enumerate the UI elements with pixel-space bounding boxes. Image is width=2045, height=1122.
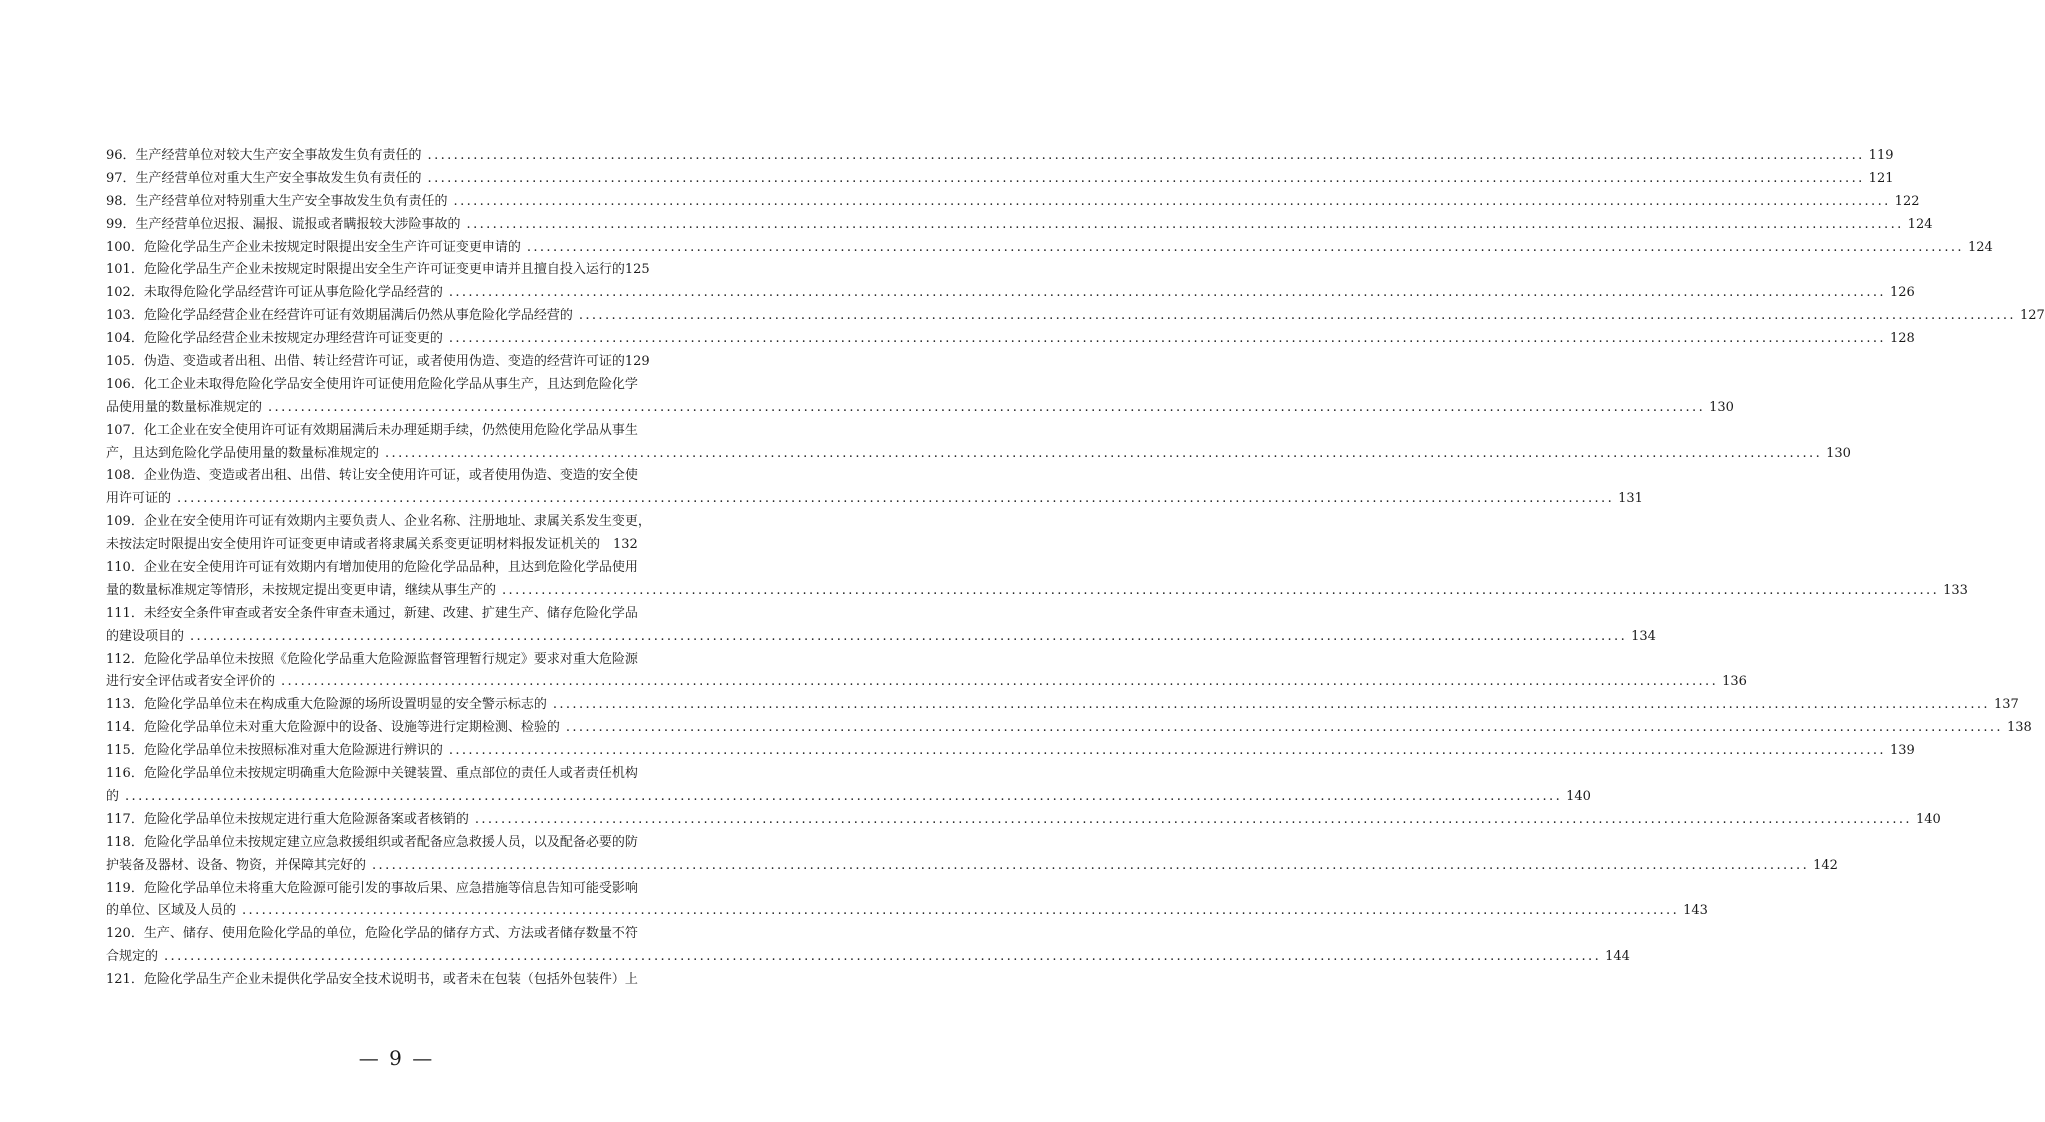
toc-page-number: 131 [1618,491,1643,507]
toc-entry-last-line [106,488,1643,511]
toc-entry-last-line [106,237,1993,260]
toc-entry-title: 117．危险化学品单位未按规定进行重大危险源备案或者核销的 [106,811,469,827]
dot-leader: ............................................................................................................................................................................................................................ [164,949,1602,965]
toc-entry-last-line [106,740,1915,763]
toc-entry[interactable] [106,717,2032,740]
toc-entry-line: 116．危险化学品单位未按规定明确重大危险源中关键装置、重点部位的责任人或者责任机构 [106,766,638,782]
dot-leader: ............................................................................................................................................................................................................................ [242,903,1680,919]
toc-page-number: 138 [2006,720,2032,736]
toc-entry-title: 114．危险化学品单位未对重大危险源中的设备、设施等进行定期检测、检验的 [106,720,560,736]
toc-entry[interactable] [106,557,1968,603]
dot-leader: ............................................................................................................................................................................................................................ [125,788,1563,804]
toc-page-number: 144 [1605,949,1630,965]
dot-leader: ............................................................................................................................................................................................................................ [474,811,1912,827]
toc-entry[interactable] [106,168,1894,191]
toc-entry-line: 101．危险化学品生产企业未按规定时限提出安全生产许可证变更申请并且擅自投入运行的125 [106,262,650,278]
page-number: — 9 — [358,1046,435,1070]
toc-page-number: 124 [1907,216,1933,232]
toc-entry[interactable] [106,465,1643,511]
toc-entry-last-line [106,717,2032,740]
dot-leader: ............................................................................................................................................................................................................................ [578,308,2016,324]
toc-entry-title: 113．危险化学品单位未在构成重大危险源的场所设置明显的安全警示标志的 [106,697,547,713]
dot-leader: ............................................................................................................................................................................................................................ [565,720,2003,736]
toc-entry-last-line [106,328,1915,351]
toc-entry[interactable] [106,191,1920,214]
toc-entry-line: 118．危险化学品单位未按规定建立应急救援组织或者配备应急救援人员，以及配备必要的防 [106,834,638,850]
toc-entry[interactable] [106,282,1915,305]
toc-entry[interactable] [106,763,1591,809]
toc-page-number: 122 [1894,193,1920,209]
toc-entry[interactable] [106,969,696,992]
dot-leader: ............................................................................................................................................................................................................................ [552,697,1990,713]
toc-page-number: 137 [1993,697,2019,713]
toc-entry[interactable] [106,740,1915,763]
dot-leader: ............................................................................................................................................................................................................................ [448,331,1886,347]
toc-entry[interactable] [106,145,1894,168]
toc-entry[interactable] [106,809,1941,832]
toc-entry-title: 115．危险化学品单位未按照标准对重大危险源进行辨识的 [106,743,443,759]
toc-page-number: 124 [1967,239,1993,255]
dot-leader: ............................................................................................................................................................................................................................ [190,628,1628,644]
toc-entry-last-line [106,282,1915,305]
toc-entry-last-line [106,900,1708,923]
toc-entry[interactable] [106,328,1915,351]
toc-entry-line: 109．企业在安全使用许可证有效期内主要负责人、企业名称、注册地址、隶属关系发生变更， [106,514,651,530]
toc-entry[interactable] [106,603,1656,649]
dot-leader: ............................................................................................................................................................................................................................ [466,216,1904,232]
toc-page-number: 127 [2019,308,2045,324]
toc-entry-last-line [106,191,1920,214]
toc-entry[interactable] [106,649,1747,695]
toc-entry-line: 105．伪造、变造或者出租、出借、转让经营许可证，或者使用伪造、变造的经营许可证的129 [106,354,650,370]
toc-entry-line: 121．危险化学品生产企业未提供化学品安全技术说明书，或者未在包装（包括外包装件）上 [106,972,638,988]
toc-page-number: 119 [1868,148,1894,163]
dot-leader: ............................................................................................................................................................................................................................ [427,170,1865,186]
dot-leader: ............................................................................................................................................................................................................................ [281,674,1719,690]
toc-entry[interactable] [106,694,2019,717]
toc-entry[interactable] [106,374,1734,420]
toc-entry-title: 的建设项目的 [106,628,185,644]
toc-entry-line: 108．企业伪造、变造或者出租、出借、转让安全使用许可证，或者使用伪造、变造的安全使 [106,468,638,484]
toc-entry-line: 112．危险化学品单位未按照《危险化学品重大危险源监督管理暂行规定》要求对重大危险源 [106,651,638,667]
toc-page-number: 130 [1826,445,1851,461]
table-of-contents [106,145,2045,992]
toc-entry-title: 102．未取得危险化学品经营许可证从事危险化学品经营的 [106,285,443,301]
toc-entry[interactable] [106,259,696,282]
dot-leader: ............................................................................................................................................................................................................................ [448,285,1886,301]
toc-page-number: 140 [1566,788,1591,804]
toc-entry-last-line [106,145,1894,168]
dot-leader: ............................................................................................................................................................................................................................ [268,399,1706,415]
toc-entry-last-line [106,168,1894,191]
toc-entry-title: 进行安全评估或者安全评价的 [106,674,276,690]
toc-entry-title: 用许可证的 [106,491,172,507]
dot-leader: ............................................................................................................................................................................................................................ [526,239,1964,255]
dot-leader: ............................................................................................................................................................................................................................ [372,857,1810,873]
toc-page-number: 128 [1889,331,1915,347]
toc-entry-last-line [106,694,2019,717]
dot-leader: ............................................................................................................................................................................................................................ [177,491,1615,507]
toc-entry[interactable] [106,420,1851,466]
toc-entry-title: 的单位、区域及人员的 [106,903,237,919]
toc-entry-line: 119．危险化学品单位未将重大危险源可能引发的事故后果、应急措施等信息告知可能受影响 [106,880,638,896]
toc-entry-title: 产，且达到危险化学品使用量的数量标准规定的 [106,445,380,461]
toc-page-number: 142 [1813,857,1838,873]
toc-page-number: 126 [1889,285,1915,301]
toc-entry-line: 106．化工企业未取得危险化学品安全使用许可证使用危险化学品从事生产，且达到危险化学 [106,376,638,392]
toc-entry-line: 120．生产、储存、使用危险化学品的单位，危险化学品的储存方式、方法或者储存数量不符 [106,926,638,942]
toc-page-number: 139 [1889,743,1915,759]
toc-entry-title: 量的数量标准规定等情形，未按规定提出变更申请，继续从事生产的 [106,582,497,598]
toc-entry-line: 110．企业在安全使用许可证有效期内有增加使用的危险化学品品种，且达到危险化学品使用 [106,560,638,576]
toc-entry-title: 合规定的 [106,949,159,965]
toc-entry-last-line [106,443,1851,466]
toc-entry[interactable] [106,237,1993,260]
toc-entry-last-line [106,809,1941,832]
toc-entry-last-line [106,671,1747,694]
toc-entry[interactable] [106,351,696,374]
toc-entry-title: 99．生产经营单位迟报、漏报、谎报或者瞒报较大涉险事故的 [106,216,461,232]
toc-entry-last-line [106,786,1591,809]
toc-entry-title: 品使用量的数量标准规定的 [106,399,263,415]
toc-page-number: 121 [1868,170,1894,186]
toc-page-number: 133 [1943,582,1968,598]
toc-entry-line: 107．化工企业在安全使用许可证有效期届满后未办理延期手续，仍然使用危险化学品从事生 [106,422,638,438]
toc-entry-line: 111．未经安全条件审查或者安全条件审查未通过，新建、改建、扩建生产、储存危险化学品 [106,605,638,621]
dot-leader: ............................................................................................................................................................................................................................ [427,148,1865,163]
toc-page-number: 130 [1709,399,1734,415]
toc-page-number: 140 [1915,811,1941,827]
toc-entry-last-line [106,855,1838,878]
toc-entry-last-line [106,397,1734,420]
dot-leader: ............................................................................................................................................................................................................................ [385,445,1823,461]
toc-entry-title: 97．生产经营单位对重大生产安全事故发生负有责任的 [106,170,422,186]
toc-entry-last-line [106,305,2045,328]
toc-entry[interactable] [106,832,1838,878]
toc-entry[interactable] [106,878,1708,924]
toc-entry[interactable] [106,214,1933,237]
toc-entry-title: 103．危险化学品经营企业在经营许可证有效期届满后仍然从事危险化学品经营的 [106,308,573,324]
dot-leader: ............................................................................................................................................................................................................................ [448,743,1886,759]
toc-entry-title: 的 [106,788,120,804]
toc-entry-line: 未按法定时限提出安全使用许可证变更申请或者将隶属关系变更证明材料报发证机关的 132 [106,537,638,553]
toc-entry-title: 100．危险化学品生产企业未按规定时限提出安全生产许可证变更申请的 [106,239,521,255]
dot-leader: ............................................................................................................................................................................................................................ [502,582,1940,598]
toc-page-number: 134 [1631,628,1656,644]
toc-entry[interactable] [106,511,696,557]
toc-entry-last-line [106,626,1656,649]
toc-entry-title: 104．危险化学品经营企业未按规定办理经营许可证变更的 [106,331,443,347]
toc-entry-last-line [106,580,1968,603]
toc-page-number: 136 [1722,674,1747,690]
toc-entry-last-line [106,214,1933,237]
toc-page-number: 143 [1683,903,1708,919]
toc-entry[interactable] [106,923,1630,969]
toc-entry-title: 护装备及器材、设备、物资，并保障其完好的 [106,857,367,873]
toc-entry[interactable] [106,305,2045,328]
toc-entry-title: 98．生产经营单位对特别重大生产安全事故发生负有责任的 [106,193,448,209]
toc-entry-last-line [106,946,1630,969]
toc-entry-title: 96．生产经营单位对较大生产安全事故发生负有责任的 [106,148,422,163]
dot-leader: ............................................................................................................................................................................................................................ [453,193,1891,209]
